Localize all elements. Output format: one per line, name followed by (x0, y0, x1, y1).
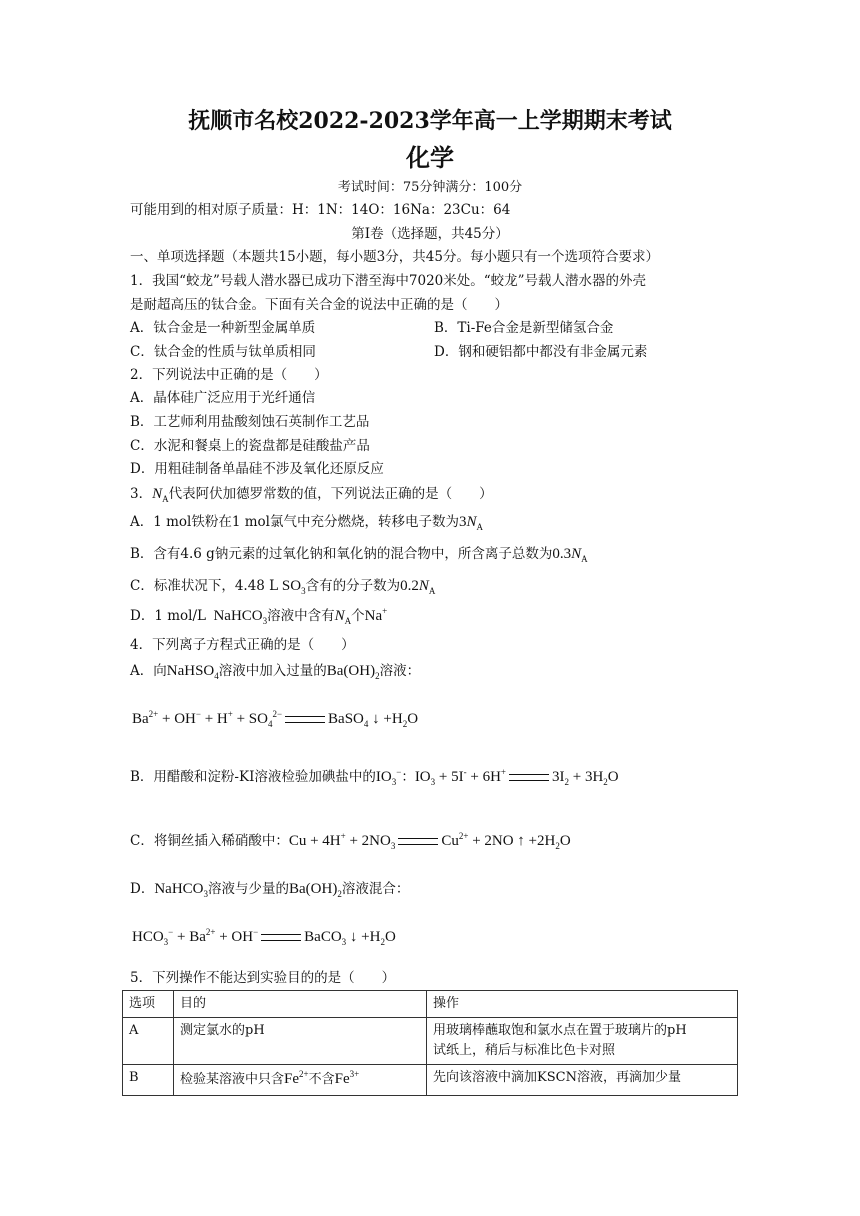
q2-option-b: B．工艺师利用盐酸刻蚀石英制作工艺品 (130, 414, 370, 430)
exam-title: 抚顺市名校2022-2023学年高一上学期期末考试 (188, 108, 672, 134)
q2-option-c: C．水泥和餐桌上的瓷盘都是硅酸盐产品 (130, 438, 370, 454)
q4-option-d: D．NaHCO$_3$溶液与少量的$Ba(OH)_2$溶液混合： (130, 881, 410, 899)
q3-stem: 3．$N_A$代表阿伏加德罗常数的值，下列说法正确的是（ ） (130, 486, 493, 504)
exam-info: 考试时间：75分钟满分：100分 (337, 180, 523, 195)
q4-option-c: C．将铜丝插入稀硝酸中：$Cu + 4H^+ + 2NO_3$ $Cu^{2+} + 2NO$ ↑ $+2H_2O$ (130, 831, 571, 851)
row-a-purpose: 测定氯水的pH (174, 1018, 427, 1065)
q5-table (122, 990, 738, 1096)
row-a-option: A (123, 1018, 174, 1065)
q3-option-c: C．标准状况下，4.48 L $SO_3$含有的分子数为$0.2N_A$ (130, 578, 436, 596)
q4-equation-a: $Ba^{2+} + OH^- + H^+ + SO_4^{2-}$ BaSO$_4$ ↓ $+H_2O$ (132, 709, 419, 729)
q4-option-b: B．用醋酸和淀粉-KI溶液检验加碘盐中的$IO_3^-$：$IO_3 + 5I^- + 6H^+$ $3I_2 + 3H_2O$ (130, 767, 619, 787)
row-b-option: B (123, 1065, 174, 1095)
q3-option-d: D．1 mol/L NaHCO$_3$溶液中含有$N_A$个Na+ (130, 606, 388, 626)
subject-title: 化学 (406, 143, 454, 172)
q1-option-d: D．钢和硬铝都中都没有非金属元素 (434, 344, 648, 360)
atomic-mass-line: 可能用到的相对原子质量：H：1N：14O：16Na：23Cu：64 (130, 202, 511, 218)
header-purpose: 目的 (174, 991, 427, 1018)
q3-option-a: A．1 mol铁粉在1 mol氯气中充分燃烧，转移电子数为$3N_A$ (130, 514, 484, 532)
header-operation: 操作 (427, 991, 738, 1018)
q1-option-c: C．钛合金的性质与钛单质相同 (130, 344, 316, 360)
q4-option-a: A．向NaHSO$_4$溶液中加入过量的$Ba(OH)_2$溶液： (130, 663, 421, 681)
table-row (123, 1065, 738, 1095)
q2-option-a: A．晶体硅广泛应用于光纤通信 (130, 390, 316, 406)
row-a-operation: 用玻璃棒蘸取饱和氯水点在置于玻璃片的pH 试纸上，稍后与标准比色卡对照 (427, 1018, 738, 1065)
q1-option-b: B．Ti-Fe合金是新型储氢合金 (434, 320, 614, 336)
q1-stem-line2: 是耐超高压的钛合金。下面有关合金的说法中正确的是（ ） (130, 297, 508, 313)
part-one-heading: 一、单项选择题（本题共15小题，每小题3分，共45分。每小题只有一个选项符合要求） (130, 249, 659, 265)
q1-stem-line1: 1．我国“蛟龙”号载人潜水器已成功下潜至海中7020米处。“蛟龙”号载人潜水器的外壳 (130, 273, 647, 289)
q3-option-b: B．含有4.6 g钠元素的过氧化钠和氧化钠的混合物中，所含离子总数为$0.3N_A$ (130, 546, 588, 564)
row-b-purpose: 检验某溶液中只含$Fe^{2+}$不含$Fe^{3+}$ (174, 1065, 427, 1095)
section-heading: 第Ⅰ卷（选择题，共45分） (351, 226, 509, 242)
q5-stem: 5．下列操作不能达到实验目的的是（ ） (130, 970, 396, 986)
row-b-operation: 先向该溶液中滴加KSCN溶液，再滴加少量 (427, 1065, 738, 1095)
q4-stem: 4．下列离子方程式正确的是（ ） (130, 637, 355, 653)
header-option: 选项 (123, 991, 174, 1018)
q4-equation-d: $HCO_3^- + Ba^{2+} + OH^-$ BaCO$_3$ ↓ $+H_2O$ (132, 927, 396, 947)
table-row (123, 1018, 738, 1065)
q2-option-d: D．用粗硅制备单晶硅不涉及氧化还原反应 (130, 461, 384, 477)
q1-option-a: A．钛合金是一种新型金属单质 (130, 320, 316, 336)
table-header-row (123, 991, 738, 1018)
q2-stem: 2．下列说法中正确的是（ ） (130, 367, 328, 383)
